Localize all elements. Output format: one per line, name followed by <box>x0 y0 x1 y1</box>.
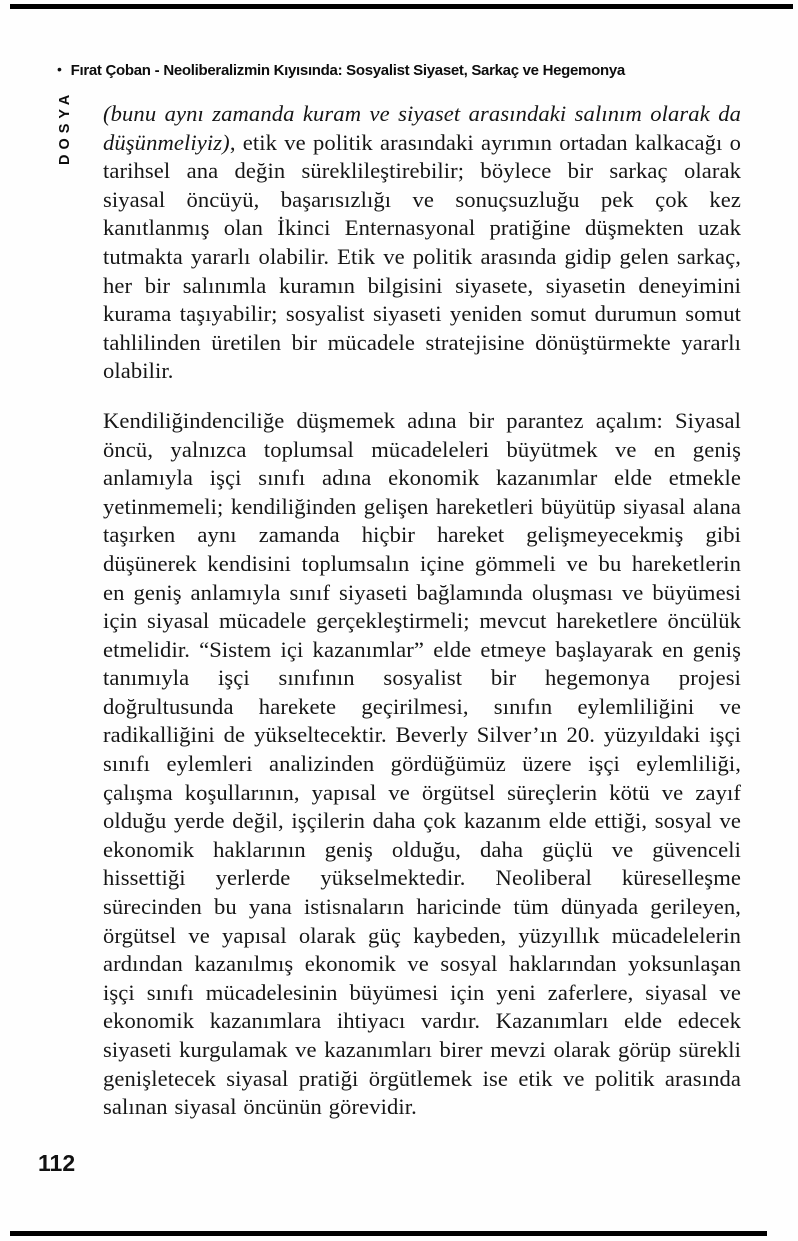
header-bullet: • <box>57 61 62 77</box>
paragraph-1-rest: , etik ve politik arasındaki ayrımın ortadan kalkacağı o tarihsel ana değin süreklileştirebilir; böylece bir sarkaç olarak siyasal öncüyü, başarısızlığı ve sonuçsuzluğu pek çok kez kanıtlanmış olan İkinci Enternasyonal pratiğine düşmekten uzak tutmakta yararlı olabilir. Etik ve politik arasında gidip gelen sarkaç, her bir salınımla kuramın bilgisini siyasete, siyasetin deneyimini kurama taşıyabilir; sosyalist siyaseti yeniden somut durumun somut tahlilinden üretilen bir mücadele stratejisine dönüştürmekte yararlı olabilir. <box>103 129 741 384</box>
paragraph-2: Kendiliğindenciliğe düşmemek adına bir parantez açalım: Siyasal öncü, yalnızca toplumsal mücadeleleri büyütmek ve en geniş anlamıyla işçi sınıfı adına ekonomik kazanımlar elde etmekle yetinmemeli; kendiliğinden gelişen hareketleri büyütüp siyasal alana taşırken aynı zamanda hiçbir hareket gelişmeyecekmiş gibi düşünerek kendisini toplumsalın içine gömmeli ve bu hareketlerin en geniş anlamıyla sınıf siyaseti bağlamında oluşması ve büyümesi için siyasal mücadele gerçekleştirmeli; mevcut hareketlere öncülük etmelidir. “Sistem içi kazanımlar” elde etmeye başlayarak en geniş tanımıyla işçi sınıfının sosyalist bir hegemonya projesi doğrultusunda harekete geçirilmesi, sınıfın eylemliliğini ve radikalliğini de yükseltecektir. Beverly Silver’ın 20. yüzyıldaki işçi sınıfı eylemleri analizinden gördüğümüz üzere işçi eylemliliği, çalışma koşullarının, yapısal ve örgütsel süreçlerin kötü ve zayıf olduğu yerde değil, işçilerin daha çok kazanım elde ettiği, sosyal ve ekonomik haklarının geniş olduğu, daha güçlü ve güvenceli hissettiği yerlerde yükselmektedir. Neoliberal küreselleşme sürecinden bu yana istisnaların haricinde tüm dünyada gerileyen, örgütsel ve yapısal olarak güç kaybeden, yüzyıllık mücadelelerin ardından kazanılmış ekonomik ve sosyal haklarından yoksunlaşan işçi sınıfı mücadelesinin büyümesi için yeni zaferlere, siyasal ve ekonomik kazanımlara ihtiyacı vardır. Kazanımları elde edecek siyaseti kurgulamak ve kazanımları birer mevzi olarak görüp sürekli genişletecek siyasal pratiği örgütlemek ise etik ve politik arasında salınan siyasal öncünün görevidir. <box>103 407 741 1120</box>
paragraph-1 <box>103 100 741 386</box>
header-author: Fırat Çoban <box>70 62 151 79</box>
header-article-title: Neoliberalizmin Kıyısında: Sosyalist Siyaset, Sarkaç ve Hegemonya <box>163 62 625 79</box>
top-rule <box>10 4 793 9</box>
header-separator: - <box>154 62 160 79</box>
bottom-rule <box>10 1231 767 1236</box>
paragraph-1-italic-lead: (bunu aynı zamanda kuram ve siyaset arasındaki salınım olarak da düşünmeliyiz) <box>103 101 741 155</box>
running-header <box>57 62 757 79</box>
section-label-text: DOSYA <box>57 89 73 165</box>
page-number: 112 <box>38 1150 76 1176</box>
article-body <box>103 100 741 1143</box>
